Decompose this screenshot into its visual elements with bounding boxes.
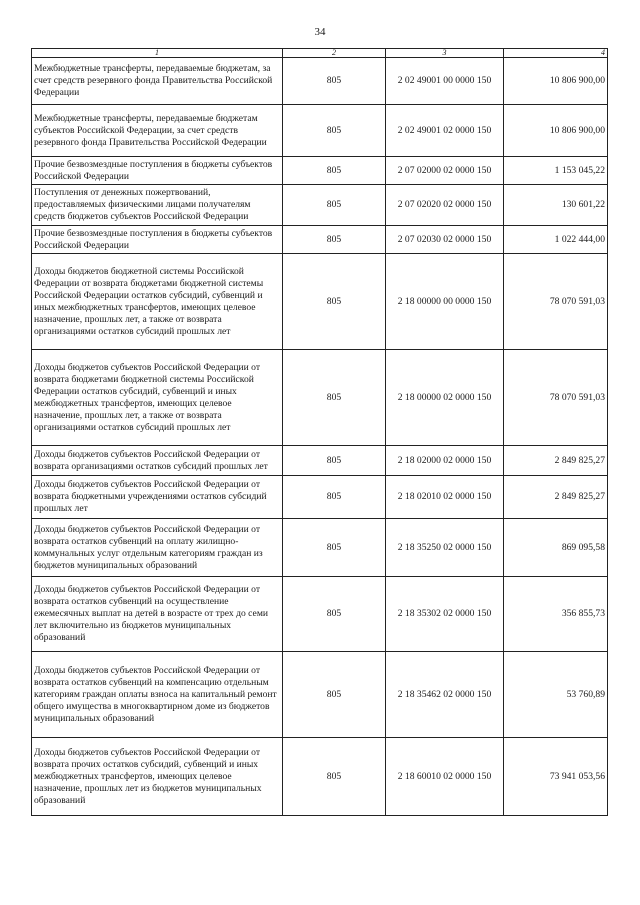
column-header-2: 2 [283,49,386,58]
budget-revenue-table [31,48,608,816]
amount: 10 806 900,00 [504,105,608,157]
revenue-name: Межбюджетные трансферты, передаваемые бюджетам субъектов Российской Федерации, за счет средств резервного фонда Правительства Российской Федерации [32,105,283,157]
amount: 2 849 825,27 [504,446,608,476]
admin-code: 805 [283,350,386,446]
budget-classification-code: 2 18 35462 02 0000 150 [386,652,504,738]
revenue-name: Прочие безвозмездные поступления в бюджеты субъектов Российской Федерации [32,226,283,254]
admin-code: 805 [283,476,386,519]
revenue-name: Доходы бюджетов бюджетной системы Российской Федерации от возврата бюджетами бюджетной системы Российской Федерации остатков субсидий, субвенций и иных межбюджетных трансфертов, имеющих целевое назначение, прошлых лет, а также от возврата организациями остатков субсидий прошлых лет [32,254,283,350]
revenue-name: Доходы бюджетов субъектов Российской Федерации от возврата организациями остатков субсидий прошлых лет [32,446,283,476]
amount: 78 070 591,03 [504,254,608,350]
budget-classification-code: 2 07 02000 02 0000 150 [386,157,504,185]
revenue-name: Доходы бюджетов субъектов Российской Федерации от возврата прочих остатков субсидий, субвенций и иных межбюджетных трансфертов, имеющих целевое назначение, прошлых лет из бюджетов муниципальных образований [32,738,283,816]
budget-classification-code: 2 02 49001 02 0000 150 [386,105,504,157]
revenue-name: Доходы бюджетов субъектов Российской Федерации от возврата бюджетами бюджетной системы Российской Федерации остатков субсидий, субвенций и иных межбюджетных трансфертов, имеющих целевое назначение, прошлых лет, а также от возврата организациями остатков субсидий прошлых лет [32,350,283,446]
revenue-name: Доходы бюджетов субъектов Российской Федерации от возврата остатков субвенций на компенсацию отдельным категориям граждан оплаты взноса на капитальный ремонт общего имущества в многоквартирном доме из бюджетов муниципальных образований [32,652,283,738]
table-row [32,577,608,652]
amount: 78 070 591,03 [504,350,608,446]
admin-code: 805 [283,254,386,350]
table-row [32,519,608,577]
amount: 73 941 053,56 [504,738,608,816]
table-row [32,58,608,105]
amount: 356 855,73 [504,577,608,652]
amount: 1 153 045,22 [504,157,608,185]
budget-classification-code: 2 18 00000 00 0000 150 [386,254,504,350]
table-row [32,350,608,446]
header-row [32,49,608,58]
admin-code: 805 [283,446,386,476]
budget-classification-code: 2 18 35302 02 0000 150 [386,577,504,652]
amount: 1 022 444,00 [504,226,608,254]
revenue-name: Межбюджетные трансферты, передаваемые бюджетам, за счет средств резервного фонда Правительства Российской Федерации [32,58,283,105]
revenue-name: Доходы бюджетов субъектов Российской Федерации от возврата бюджетными учреждениями остатков субсидий прошлых лет [32,476,283,519]
page-number: 34 [314,26,326,38]
table-row [32,652,608,738]
revenue-name: Поступления от денежных пожертвований, предоставляемых физическими лицами получателям средств бюджетов субъектов Российской Федерации [32,185,283,226]
budget-classification-code: 2 07 02030 02 0000 150 [386,226,504,254]
budget-classification-code: 2 18 00000 02 0000 150 [386,350,504,446]
amount: 130 601,22 [504,185,608,226]
budget-classification-code: 2 18 02010 02 0000 150 [386,476,504,519]
column-header-3: 3 [386,49,504,58]
admin-code: 805 [283,738,386,816]
revenue-name: Доходы бюджетов субъектов Российской Федерации от возврата остатков субвенций на осуществление ежемесячных выплат на детей в возрасте от трех до семи лет включительно из бюджетов муниципальных образований [32,577,283,652]
table-row [32,105,608,157]
table-row [32,254,608,350]
admin-code: 805 [283,577,386,652]
amount: 2 849 825,27 [504,476,608,519]
table-row [32,476,608,519]
admin-code: 805 [283,226,386,254]
admin-code: 805 [283,157,386,185]
amount: 53 760,89 [504,652,608,738]
admin-code: 805 [283,519,386,577]
column-header-1: 1 [32,49,283,58]
table-row [32,226,608,254]
revenue-name: Прочие безвозмездные поступления в бюджеты субъектов Российской Федерации [32,157,283,185]
amount: 869 095,58 [504,519,608,577]
budget-classification-code: 2 18 35250 02 0000 150 [386,519,504,577]
budget-classification-code: 2 07 02020 02 0000 150 [386,185,504,226]
budget-classification-code: 2 18 02000 02 0000 150 [386,446,504,476]
table-row [32,738,608,816]
admin-code: 805 [283,58,386,105]
admin-code: 805 [283,652,386,738]
budget-classification-code: 2 18 60010 02 0000 150 [386,738,504,816]
table-row [32,185,608,226]
table-row [32,157,608,185]
revenue-name: Доходы бюджетов субъектов Российской Федерации от возврата остатков субвенций на оплату жилищно-коммунальных услуг отдельным категориям граждан из бюджетов муниципальных образований [32,519,283,577]
admin-code: 805 [283,185,386,226]
amount: 10 806 900,00 [504,58,608,105]
table-row [32,446,608,476]
column-header-4: 4 [504,49,608,58]
admin-code: 805 [283,105,386,157]
budget-classification-code: 2 02 49001 00 0000 150 [386,58,504,105]
